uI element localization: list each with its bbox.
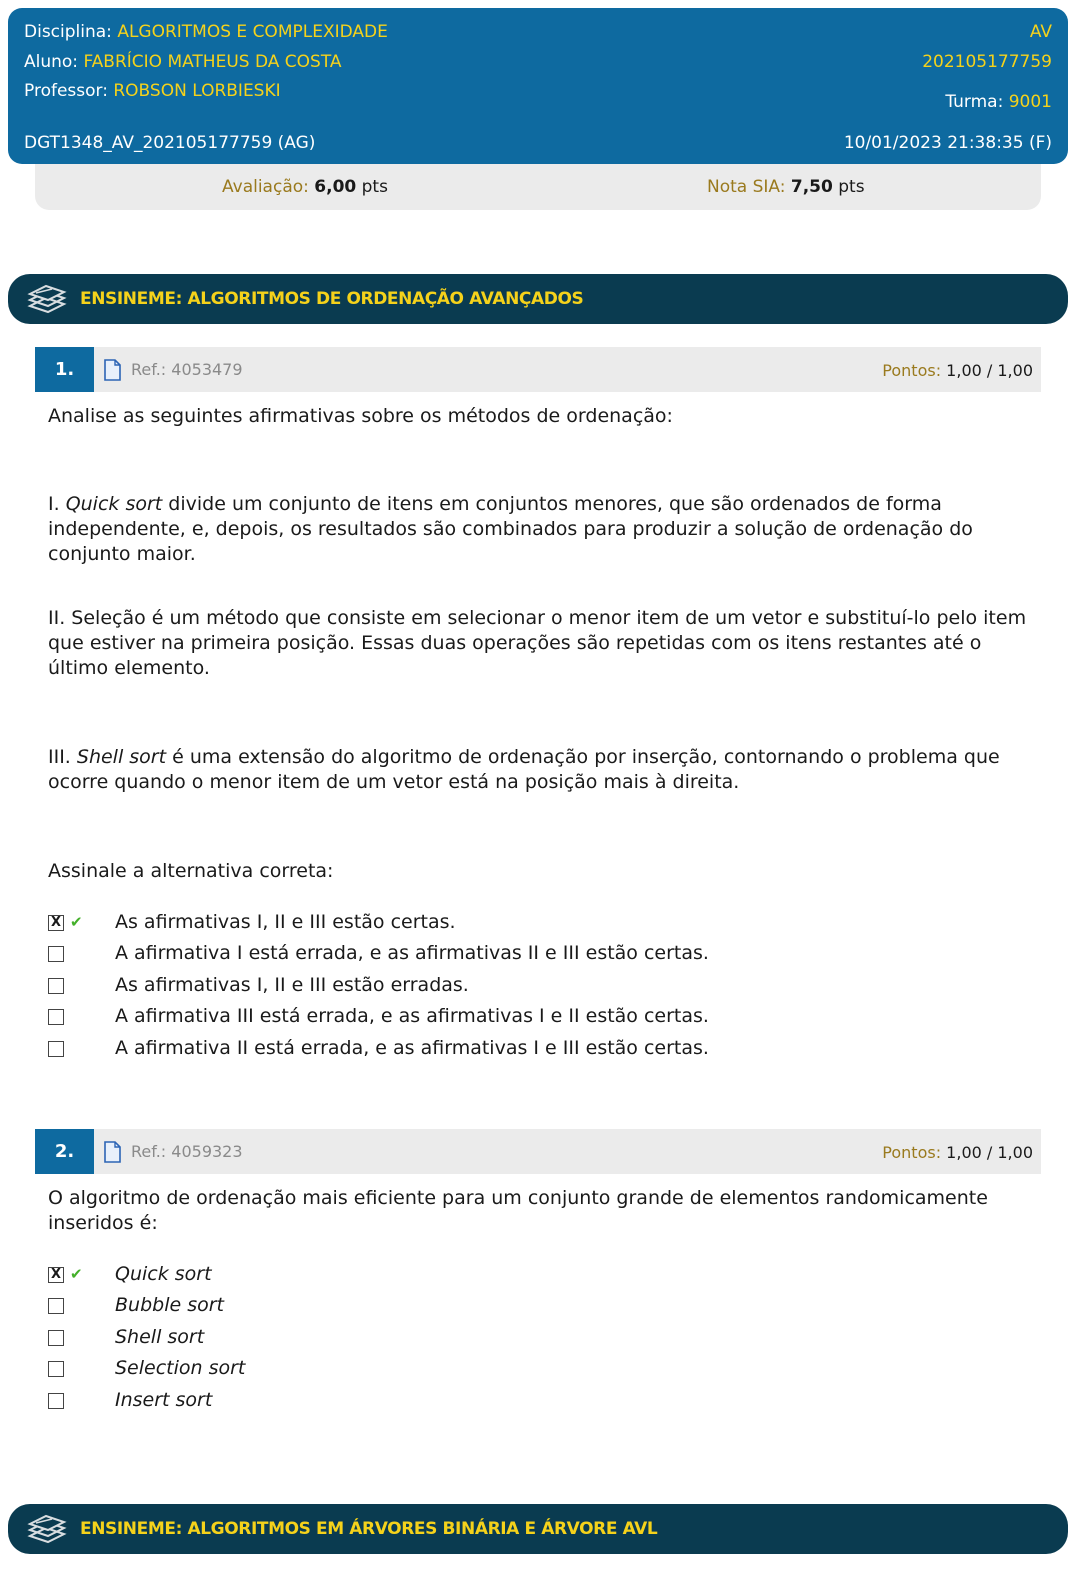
- section-title: ENSINEME: ALGORITMOS EM ÁRVORES BINÁRIA E ÁRVORE AVL: [80, 1519, 658, 1539]
- checkmark-icon: ✔: [70, 1265, 83, 1283]
- checkbox-icon[interactable]: [48, 1361, 64, 1377]
- statement-3-term: Shell sort: [76, 746, 167, 768]
- question-bar: [35, 347, 1041, 392]
- avaliacao-score: [222, 177, 388, 197]
- nota-value: 7,50: [790, 177, 833, 197]
- option-text: A afirmativa III está errada, e as afirmativas I e II estão certas.: [115, 1005, 709, 1027]
- exam-header: [8, 8, 1068, 164]
- option-text: A afirmativa I está errada, e as afirmativas II e III estão certas.: [115, 942, 709, 964]
- aluno-label: Aluno:: [24, 52, 79, 72]
- nota-sia-score: [707, 177, 865, 197]
- option-text: Shell sort: [115, 1326, 205, 1348]
- avaliacao-value: 6,00: [314, 177, 357, 197]
- books-icon: [26, 1514, 68, 1549]
- question-bar: [35, 1129, 1041, 1174]
- section-title: ENSINEME: ALGORITMOS DE ORDENAÇÃO AVANÇADOS: [80, 289, 584, 309]
- question-ref: Ref.: 4053479: [131, 360, 243, 379]
- disciplina-value: ALGORITMOS E COMPLEXIDADE: [117, 22, 388, 42]
- question-intro: Analise as seguintes afirmativas sobre os métodos de ordenação:: [48, 405, 673, 427]
- section-header: [8, 1504, 1068, 1554]
- turma-label: Turma:: [945, 92, 1004, 112]
- statement-3: [48, 745, 1038, 795]
- checkbox-icon[interactable]: [48, 1041, 64, 1057]
- points-label: Pontos:: [882, 1143, 942, 1162]
- statement-1-text: divide um conjunto de itens em conjuntos menores, que são ordenados de forma independente, e, depois, os resultados são combinados para produzir a solução de ordenação do conjunto maior.: [48, 493, 973, 565]
- statement-2: II. Seleção é um método que consiste em selecionar o menor item de um vetor e substituí-lo pelo item que estiver na primeira posição. Essas duas operações são repetidas com os itens restantes até o último elemento.: [48, 607, 1027, 679]
- turma-value: 9001: [1008, 92, 1052, 112]
- statement-1: [48, 492, 1038, 567]
- checkbox-icon[interactable]: [48, 1330, 64, 1346]
- avaliacao-label: Avaliação:: [222, 177, 309, 197]
- points-value: 1,00: [946, 1143, 982, 1162]
- checkmark-icon: ✔: [70, 913, 83, 931]
- points-value: 1,00: [946, 361, 982, 380]
- nota-unit: pts: [838, 177, 865, 197]
- question-number: 1.: [35, 347, 94, 392]
- document-icon: [103, 1141, 121, 1167]
- disciplina-row: [24, 22, 388, 42]
- option-text: Selection sort: [115, 1357, 246, 1379]
- professor-label: Professor:: [24, 81, 108, 101]
- question-text: O algoritmo de ordenação mais eficiente para um conjunto grande de elementos randomicamente inseridos é:: [48, 1187, 988, 1234]
- checkbox-icon[interactable]: [48, 1009, 64, 1025]
- option-text: As afirmativas I, II e III estão certas.: [115, 911, 456, 933]
- statement-1-term: Quick sort: [65, 493, 163, 515]
- points-label: Pontos:: [882, 361, 942, 380]
- question-points: [882, 361, 1033, 380]
- checkbox-icon[interactable]: [48, 978, 64, 994]
- nota-label: Nota SIA:: [707, 177, 786, 197]
- option-text: Quick sort: [115, 1263, 212, 1285]
- aluno-row: [24, 52, 342, 72]
- books-icon: [26, 284, 68, 319]
- section-header: [8, 274, 1068, 324]
- option-text: As afirmativas I, II e III estão erradas.: [115, 974, 469, 996]
- disciplina-label: Disciplina:: [24, 22, 112, 42]
- checkbox-icon[interactable]: [48, 1393, 64, 1409]
- statement-3-text: é uma extensão do algoritmo de ordenação por inserção, contornando o problema que ocorre quando o menor item de um vetor está na posição mais à direita.: [48, 746, 1000, 793]
- checkbox-icon[interactable]: [48, 946, 64, 962]
- statement-1-lead: I.: [48, 493, 66, 515]
- matricula: 202105177759: [922, 52, 1052, 72]
- exam-code: DGT1348_AV_202105177759 (AG): [24, 133, 316, 153]
- document-icon: [103, 359, 121, 385]
- turma-row: [945, 92, 1052, 112]
- exam-datetime: 10/01/2023 21:38:35 (F): [843, 133, 1052, 153]
- points-max: / 1,00: [986, 1143, 1033, 1162]
- statement-3-lead: III.: [48, 746, 77, 768]
- option-text: Insert sort: [115, 1389, 213, 1411]
- professor-value: ROBSON LORBIESKI: [113, 81, 281, 101]
- aluno-value: FABRÍCIO MATHEUS DA COSTA: [83, 52, 342, 72]
- points-max: / 1,00: [986, 361, 1033, 380]
- exam-type: AV: [1029, 22, 1052, 42]
- question-number: 2.: [35, 1129, 94, 1174]
- question-ref: Ref.: 4059323: [131, 1142, 243, 1161]
- checkbox-checked-icon[interactable]: X: [48, 1267, 64, 1283]
- question-points: [882, 1143, 1033, 1162]
- option-text: A afirmativa II está errada, e as afirmativas I e III estão certas.: [115, 1037, 709, 1059]
- question-prompt: Assinale a alternativa correta:: [48, 860, 334, 882]
- checkbox-icon[interactable]: [48, 1298, 64, 1314]
- option-text: Bubble sort: [115, 1294, 224, 1316]
- checkbox-checked-icon[interactable]: X: [48, 915, 64, 931]
- avaliacao-unit: pts: [361, 177, 388, 197]
- professor-row: [24, 81, 281, 101]
